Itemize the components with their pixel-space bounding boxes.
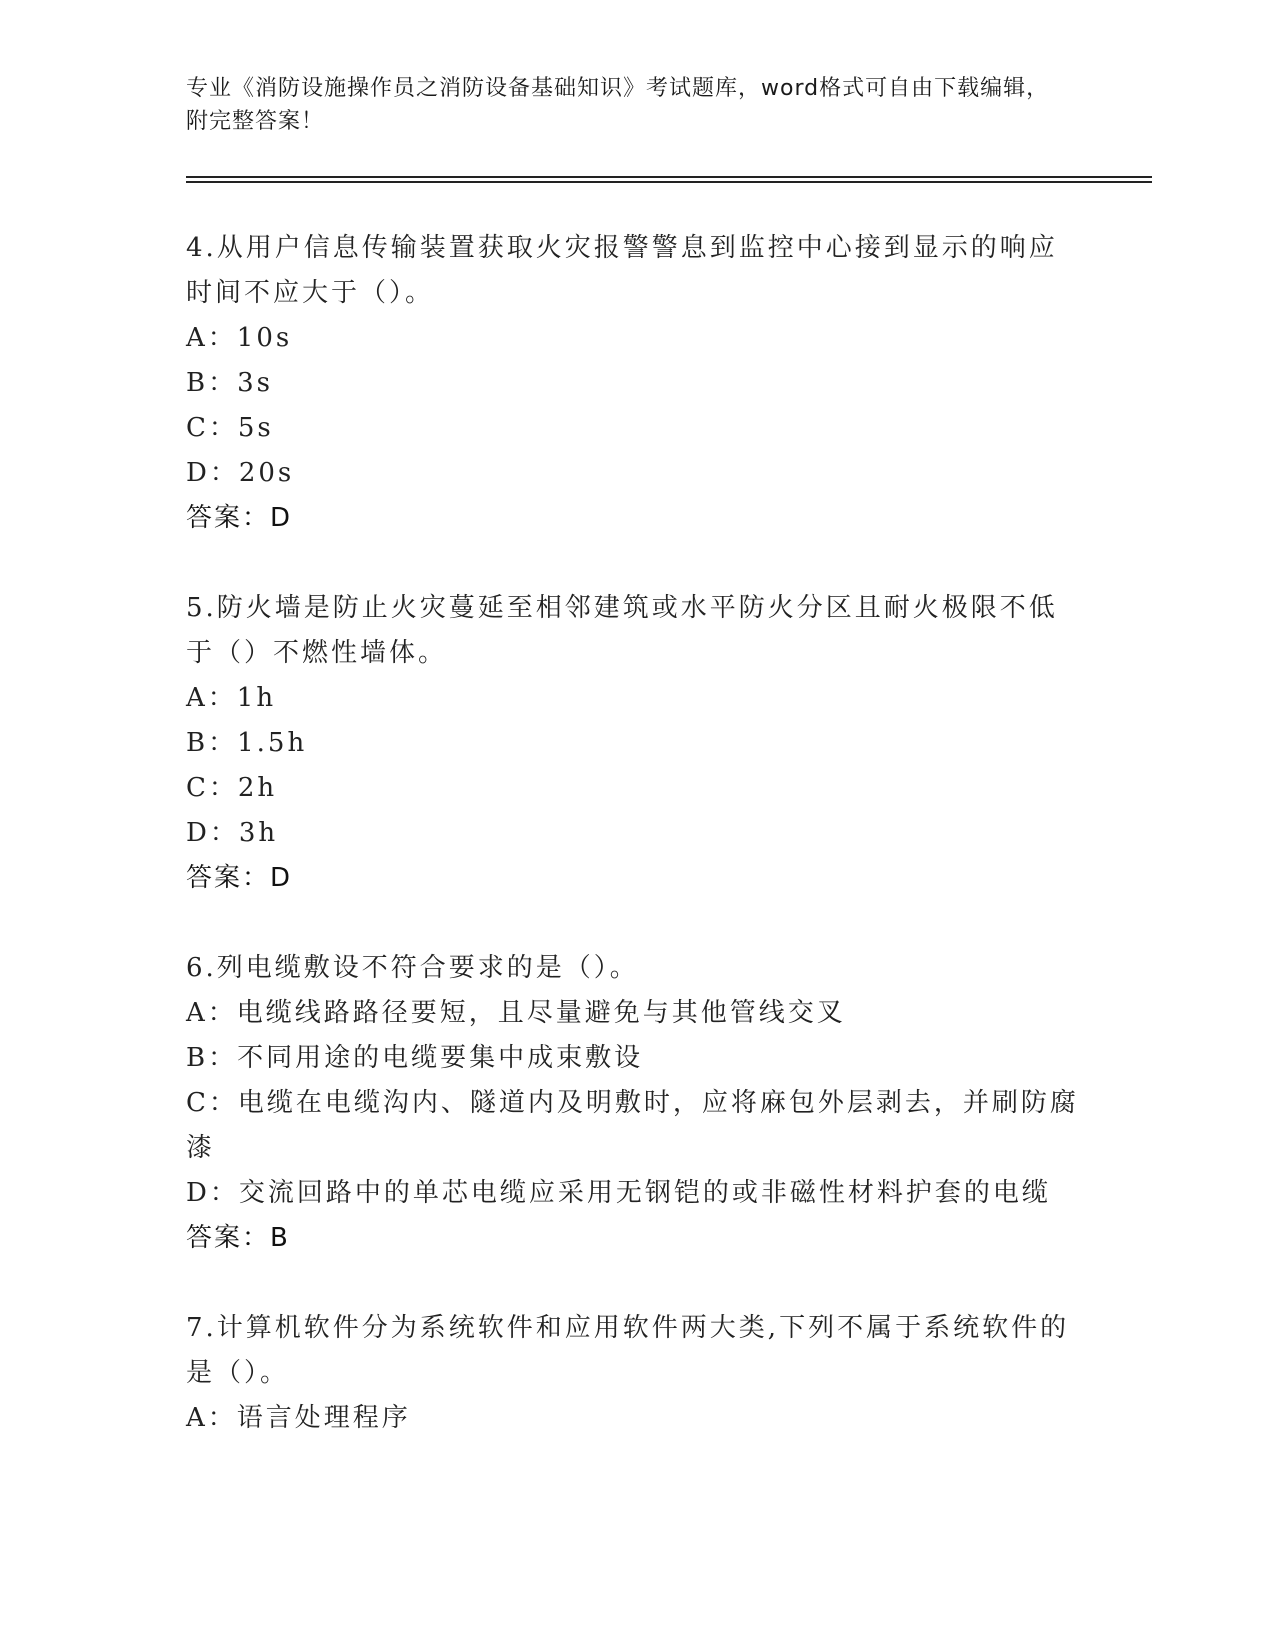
- option-b: B：3s: [186, 368, 273, 398]
- question-text: 7.计算机软件分为系统软件和应用软件两大类,下列不属于系统软件的是（）。: [186, 1313, 1070, 1388]
- option-d: D：20s: [186, 458, 295, 488]
- option-a: A：10s: [186, 323, 293, 353]
- option-b: B：不同用途的电缆要集中成束敷设: [186, 1043, 644, 1073]
- question-7: [186, 1306, 1086, 1441]
- question-text: 6.列电缆敷设不符合要求的是（）。: [186, 953, 639, 983]
- question-5: [186, 586, 1086, 901]
- option-d: D：3h: [186, 818, 279, 848]
- option-b: B：1.5h: [186, 728, 308, 758]
- header-divider-top: [186, 176, 1152, 178]
- option-d: D：交流回路中的单芯电缆应采用无钢铠的或非磁性材料护套的电缆: [186, 1178, 1051, 1208]
- header-divider-bottom: [186, 181, 1152, 183]
- option-a: A：电缆线路路径要短，且尽量避免与其他管线交叉: [186, 998, 846, 1028]
- option-a: A：语言处理程序: [186, 1403, 411, 1433]
- option-c: C：5s: [186, 413, 274, 443]
- answer: 答案：B: [186, 1223, 290, 1253]
- option-c: C：2h: [186, 773, 278, 803]
- answer: 答案：D: [186, 503, 293, 533]
- option-c: C：电缆在电缆沟内、隧道内及明敷时，应将麻包外层剥去，并刷防腐漆: [186, 1088, 1079, 1163]
- answer: 答案：D: [186, 863, 293, 893]
- question-4: [186, 226, 1086, 541]
- question-6: [186, 946, 1086, 1261]
- question-text: 4.从用户信息传输装置获取火灾报警警息到监控中心接到显示的响应时间不应大于（）。: [186, 233, 1058, 308]
- option-a: A：1h: [186, 683, 277, 713]
- question-text: 5.防火墙是防止火灾蔓延至相邻建筑或水平防火分区且耐火极限不低于（）不燃性墙体。: [186, 593, 1058, 668]
- document-intro: 专业《消防设施操作员之消防设备基础知识》考试题库，word格式可自由下载编辑，附完整答案！: [186, 76, 1050, 134]
